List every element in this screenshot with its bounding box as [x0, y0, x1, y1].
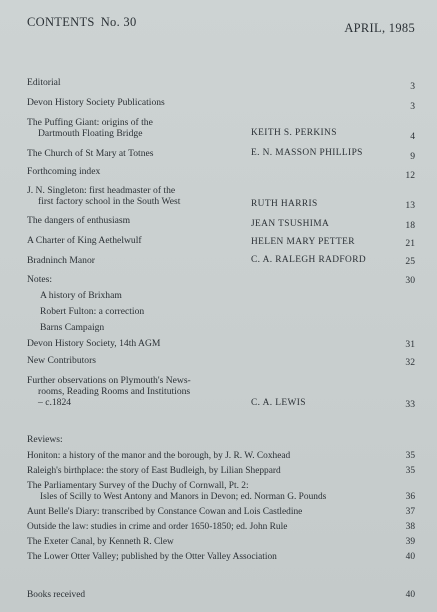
entry-author: RUTH HARRIS	[251, 199, 318, 209]
books-received-page: 40	[405, 590, 415, 600]
contents-page: CONTENTS No. 30 APRIL, 1985 Editorial 3 Devon History Society Publications 3 The Puffing Giant: origins of the Dartmouth Floating Bridge KEITH S. PERKINS 4 The Church of St Mary at Totnes E. N. MASSON PHILLIPS 9 Forthcoming index 12 J. N. Singleton: first headmaster of the first factory school in the South West RUTH HARRIS 13 The dangers of enthusiasm JEAN TSUSHIMA 18 A Charter of King Aethelwulf HELEN MARY PETTER 21 Bradninch Manor C. A. RALEGH RADFORD 25 Notes: 30 A history of Brixham Robert Fulton: a correction Barns Campaign Devon History Society, 14th AGM 31 New Contributors 32 Further observations on Plymouth's News- rooms, Reading Rooms and Institutions – c.1824 C. A. LEWIS 33 Reviews: Honiton: a history of the manor and the borough, by J. R. W. Coxhead 35 Raleigh's birthplace: the story of East Budleigh, by Lilian Sheppard 35 The Parliamentary Survey of the Duchy of Cornwall, Pt. 2: Isles of Scilly to West Antony and Manors in Devon; ed. Norman G. Pounds 36 Aunt Belle's Diary: transcribed by Constance Cowan and Lois Castledine 37 Outside the law: studies in crime and order 1650-1850; ed. John Rule 38 The Exeter Canal, by Kenneth R. Clew 39 The Lower Otter Valley; published by the Otter Valley Association 40 Books received 40	[0, 0, 437, 612]
entry-page: 18	[405, 220, 415, 231]
review-page: 35	[405, 451, 415, 461]
note-item: Barns Campaign	[40, 322, 105, 333]
entry-page: 25	[405, 256, 415, 267]
entry-page: 3	[410, 81, 415, 92]
entry-page: 33	[405, 399, 415, 410]
entry-page: 4	[410, 131, 415, 142]
entry-author: JEAN TSUSHIMA	[251, 219, 330, 229]
entry-author: KEITH S. PERKINS	[251, 128, 337, 138]
entry-title: Devon History Society Publications	[27, 97, 165, 108]
entry-title: Bradninch Manor	[27, 255, 95, 266]
entry-page: 3	[410, 101, 415, 112]
entry-title: The Puffing Giant: origins of the Dartmouth Floating Bridge	[27, 117, 153, 139]
entry-title: Forthcoming index	[27, 166, 101, 177]
issue-number: No. 30	[100, 15, 137, 29]
entry-title: The Church of St Mary at Totnes	[27, 148, 154, 159]
entry-title: The dangers of enthusiasm	[27, 215, 131, 226]
review-page: 35	[405, 466, 415, 476]
entry-title: Notes:	[27, 274, 53, 285]
entry-author: C. A. LEWIS	[251, 398, 306, 408]
entry-page: 13	[405, 200, 415, 211]
entry-page: 31	[405, 339, 415, 350]
entry-author: HELEN MARY PETTER	[251, 237, 355, 247]
entry-title: Further observations on Plymouth's News- rooms, Reading Rooms and Institutions – c.1824	[27, 375, 191, 408]
review-page: 36	[405, 492, 415, 502]
entry-page: 30	[405, 275, 415, 286]
contents-label: CONTENTS	[27, 15, 95, 29]
books-received-label: Books received	[27, 590, 86, 600]
entry-page: 32	[405, 357, 415, 368]
reviews-label: Reviews:	[27, 434, 63, 445]
issue-date: APRIL, 1985	[344, 21, 415, 35]
entry-title: Devon History Society, 14th AGM	[27, 338, 161, 349]
review-page: 39	[405, 537, 415, 547]
review-page: 37	[405, 507, 415, 517]
entry-title: A Charter of King Aethelwulf	[27, 235, 142, 246]
entry-page: 21	[405, 238, 415, 249]
entry-title: New Contributors	[27, 355, 97, 366]
note-item: Robert Fulton: a correction	[40, 306, 145, 317]
review-page: 38	[405, 522, 415, 532]
entry-author: C. A. RALEGH RADFORD	[251, 255, 367, 265]
entry-title: J. N. Singleton: first headmaster of the first factory school in the South West	[27, 185, 181, 207]
entry-author: E. N. MASSON PHILLIPS	[251, 148, 363, 158]
note-item: A history of Brixham	[40, 290, 122, 301]
entry-title: Editorial	[27, 77, 61, 88]
review-page: 40	[405, 552, 415, 562]
entry-page: 9	[410, 151, 415, 162]
notes-list	[27, 290, 415, 333]
entry-page: 12	[405, 170, 415, 181]
